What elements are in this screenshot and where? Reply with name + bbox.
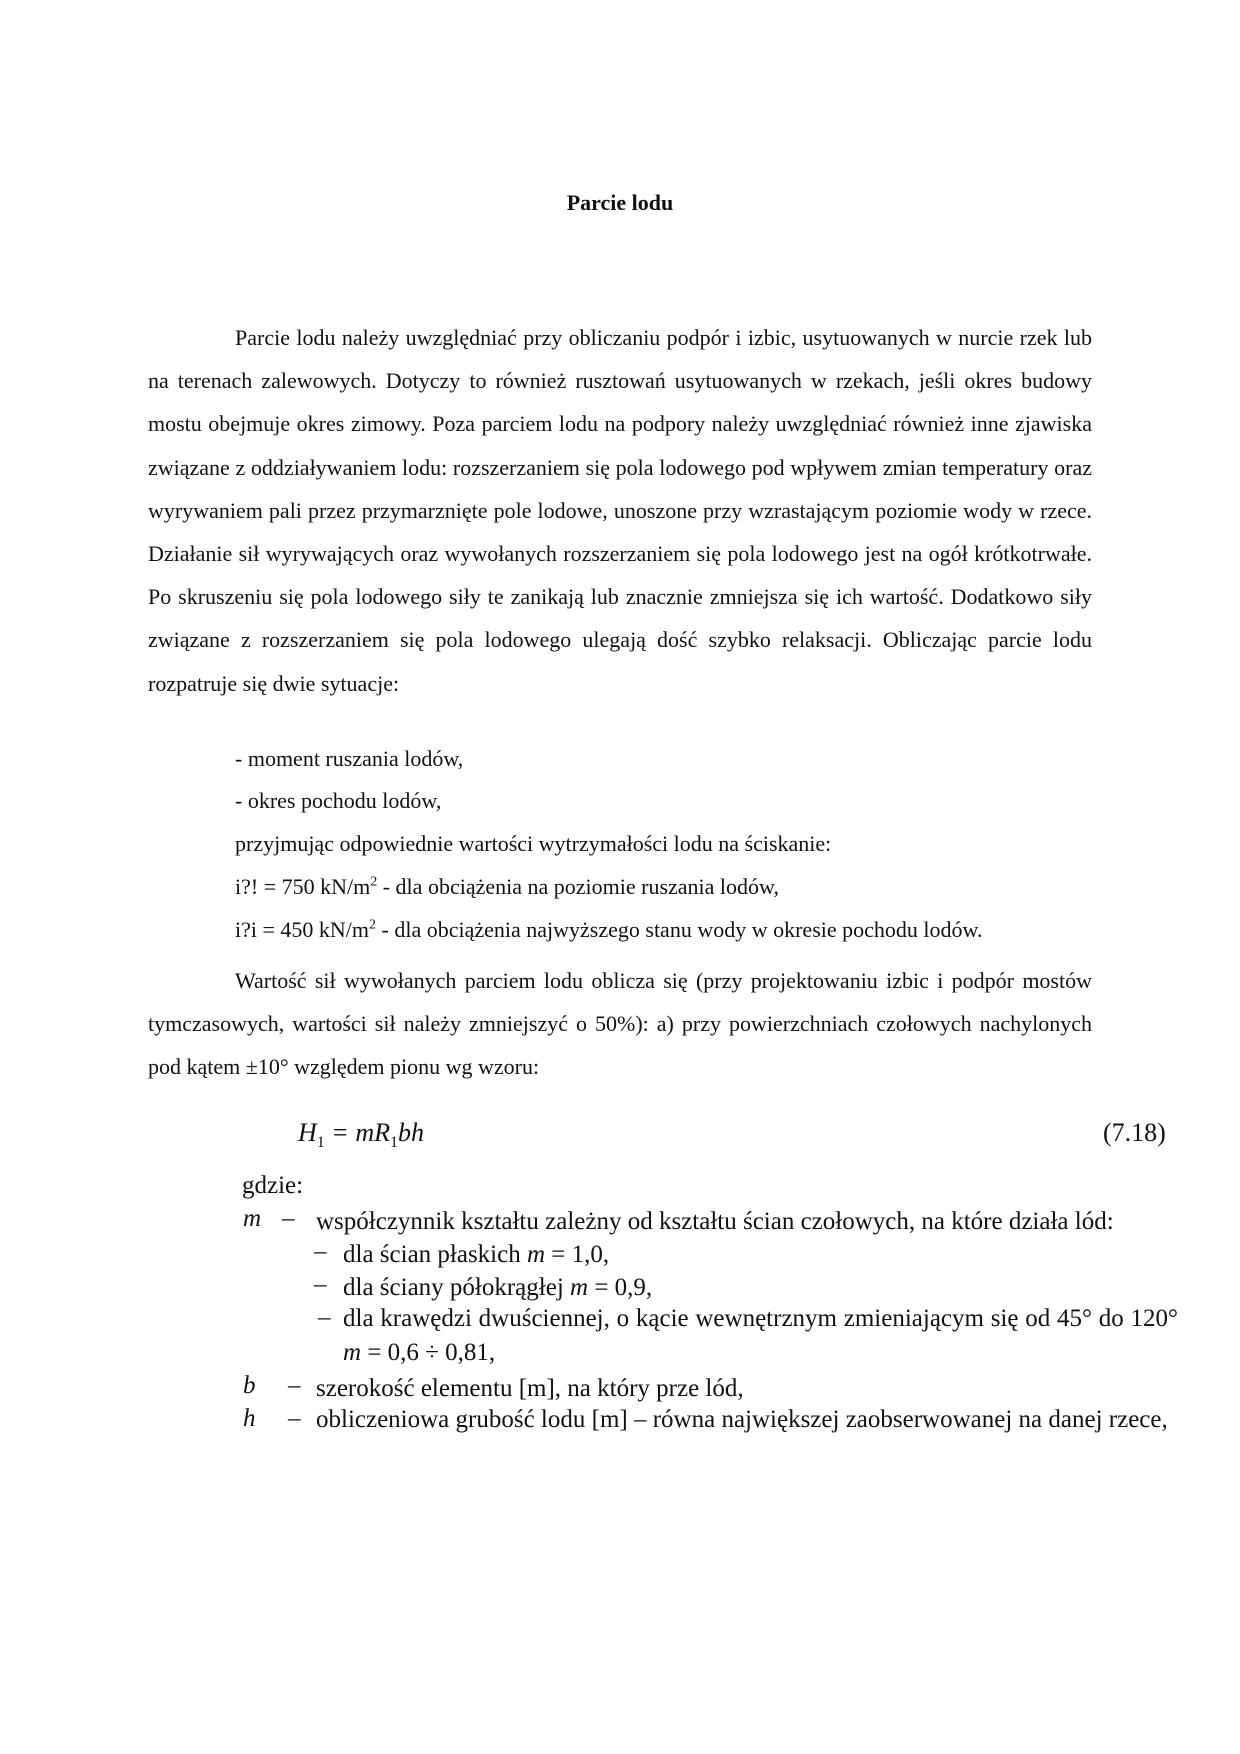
m-case-1 <box>343 1238 609 1271</box>
def-m-dash: – <box>282 1205 295 1232</box>
strength-line-2 <box>235 915 982 945</box>
formula-7-18 <box>298 1118 424 1152</box>
m-case-3 <box>343 1302 1178 1370</box>
m-case-2-symbol: m <box>570 1274 589 1301</box>
m-case-2-text: dla ściany półokrągłej <box>343 1274 571 1301</box>
intro-paragraph: Parcie lodu należy uwzględniać przy obliczaniu podpór i izbic, usytuowanych w nurcie rzek lub na terenach zalewowych. Dotyczy to również rusztowań usytuowanych w rzekach, jeśli okres budowy mostu obejmuje okres zimowy. Poza parciem lodu na podpory należy uwzględniać również inne zjawiska związane z oddziaływaniem lodu: rozszerzaniem się pola lodowego pod wpływem zmian temperatury oraz wyrywaniem pali przez przymarznięte pole lodowe, unoszone przy wzrastającym poziomie wody w rzece. Działanie sił wyrywających oraz wywołanych rozszerzaniem się pola lodowego jest na ogół krótkotrwałe. Po skruszeniu się pola lodowego siły te zanikają lub znacznie zmniejsza się ich wartość. Dodatkowo siły związane z rozszerzaniem się pola lodowego ulegają dość szybko relaksacji. Obliczając parcie lodu rozpatruje się dwie sytuacje: <box>148 325 1092 696</box>
m-case-1-symbol: m <box>526 1241 546 1268</box>
formula-eq: = <box>324 1118 356 1147</box>
formula-lhs: H <box>298 1118 317 1147</box>
strength-2-suffix: - dla obciążenia najwyższego stanu wody w okresie pochodu lodów. <box>376 917 983 942</box>
strength-1-suffix: - dla obciążenia na poziomie ruszania lodów, <box>377 874 779 899</box>
m-case-1-dash: – <box>314 1238 327 1265</box>
def-b-symbol: b <box>243 1372 256 1399</box>
m-case-1-text: dla ścian płaskich <box>343 1241 527 1268</box>
m-case-2 <box>343 1271 652 1304</box>
equation-number: (7.18) <box>1103 1118 1166 1147</box>
forces-paragraph: Wartość sił wywołanych parciem lodu oblicza się (przy projektowaniu izbic i podpór mostów tymczasowych, wartości sił należy zmniejszyć o 50%): a) przy powierzchniach czołowych nachylonych pod kątem ±10° względem pionu wg wzoru: <box>148 968 1092 1080</box>
situation-item-2: - okres pochodu lodów, <box>235 788 442 813</box>
formula-rhs-a: mR <box>355 1118 390 1147</box>
where-label: gdzie: <box>242 1172 304 1199</box>
def-m-text: współczynnik kształtu zależny od kształtu ścian czołowych, na które działa lód: <box>316 1208 1114 1235</box>
def-h-symbol: h <box>243 1405 256 1432</box>
def-b-dash: – <box>288 1372 301 1399</box>
strength-1-exponent: 2 <box>370 874 378 890</box>
formula-rhs-sub: 1 <box>390 1134 398 1152</box>
strength-line-1 <box>235 872 779 902</box>
page-title: Parcie lodu <box>566 190 674 215</box>
formula-rhs-b: bh <box>398 1118 424 1147</box>
strength-intro: przyjmując odpowiednie wartości wytrzymałości lodu na ściskanie: <box>235 831 832 856</box>
m-case-2-value: = 0,9, <box>588 1274 653 1301</box>
m-case-3-symbol: m <box>343 1339 362 1366</box>
def-h-text: obliczeniowa grubość lodu [m] – równa największej zaobserwowanej na danej rzece, <box>316 1406 1168 1433</box>
m-case-3-dash: – <box>318 1304 331 1331</box>
formula-lhs-sub: 1 <box>316 1134 325 1152</box>
strength-1-prefix: i?! = 750 kN/m <box>235 874 371 899</box>
def-b-text: szerokość elementu [m], na który prze lód, <box>316 1375 744 1402</box>
def-m-symbol: m <box>243 1205 262 1232</box>
strength-2-exponent: 2 <box>369 917 377 933</box>
m-case-3-value: = 0,6 ÷ 0,81, <box>361 1339 496 1366</box>
m-case-3-text: dla krawędzi dwuściennej, o kącie wewnętrznym zmieniającym się od 45° do 120° <box>343 1305 1178 1332</box>
m-case-2-dash: – <box>314 1271 327 1298</box>
m-case-1-value: = 1,0, <box>545 1241 610 1268</box>
def-h-dash: – <box>288 1405 301 1432</box>
situation-item-1: - moment ruszania lodów, <box>235 746 464 771</box>
strength-2-prefix: i?i = 450 kN/m <box>235 917 370 942</box>
